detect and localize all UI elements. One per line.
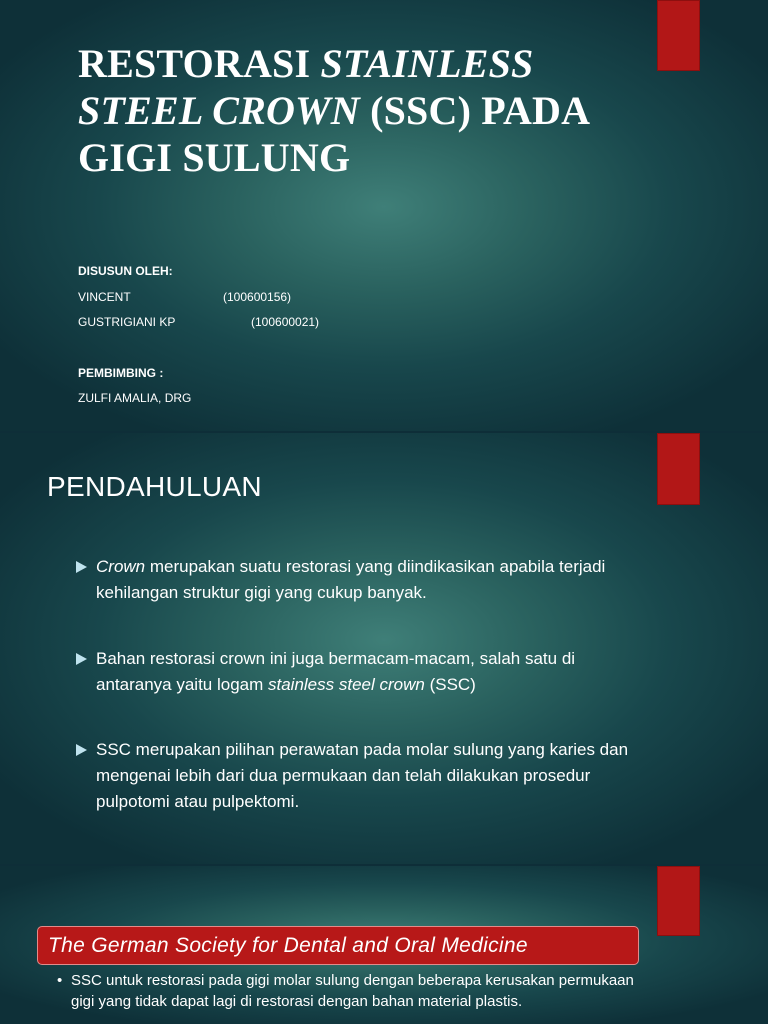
triangle-bullet-icon — [76, 744, 87, 756]
red-accent-tab — [657, 0, 700, 71]
pembimbing-name: ZULFI AMALIA, DRG — [78, 391, 192, 405]
society-title: The German Society for Dental and Oral Medicine — [48, 934, 528, 957]
title-italic-part: STAINLESS STEEL CROWN — [78, 41, 534, 133]
bullet-text — [96, 646, 636, 698]
slide-heading: PENDAHULUAN — [47, 471, 262, 502]
bullet-italic-text: stainless steel crown — [268, 675, 425, 694]
bullet-text — [96, 554, 636, 606]
bullet-body-text: merupakan suatu restorasi yang diindikasikan apabila terjadi kehilangan struktur gigi yang cukup banyak. — [96, 557, 606, 602]
bullet-text: SSC untuk restorasi pada gigi molar sulung dengan beberapa kerusakan permukaan gigi yang tidak dapat lagi di restorasi dengan bahan material plastis. — [71, 972, 634, 1010]
bullet-item — [76, 554, 636, 606]
society-title-box — [37, 926, 639, 965]
bullet-body-text: Bahan restorasi crown ini juga bermacam-macam, salah satu di antaranya yaitu logam — [96, 649, 576, 694]
bullet-text: SSC merupakan pilihan perawatan pada molar sulung yang karies dan mengenai lebih dari dua permukaan dan telah dilakukan prosedur pulpotomi atau pulpektomi. — [96, 740, 629, 811]
bullet-item — [76, 737, 636, 815]
author-name: VINCENT — [78, 290, 131, 304]
red-accent-tab — [657, 866, 700, 936]
disusun-oleh-label: DISUSUN OLEH: — [78, 264, 173, 278]
intro-slide — [0, 433, 768, 864]
title-part3: (SSC) PADA GIGI SULUNG — [78, 88, 589, 180]
pembimbing-label: PEMBIMBING : — [78, 366, 164, 380]
title-part1: RESTORASI — [78, 41, 321, 86]
author-id: (100600156) — [223, 290, 292, 304]
society-slide — [0, 866, 768, 1024]
dot-bullet-icon: • — [57, 972, 63, 989]
triangle-bullet-icon — [76, 561, 87, 573]
bullet-italic-text: Crown — [96, 557, 146, 576]
triangle-bullet-icon — [76, 653, 87, 665]
red-accent-tab — [657, 433, 700, 505]
author-id: (100600021) — [251, 315, 320, 329]
slide-title — [78, 40, 638, 181]
title-slide — [0, 0, 768, 431]
bullet-body-text: (SSC) — [424, 675, 476, 694]
bullet-item — [57, 970, 657, 1012]
bullet-item — [76, 646, 636, 698]
author-name: GUSTRIGIANI KP — [78, 315, 176, 329]
